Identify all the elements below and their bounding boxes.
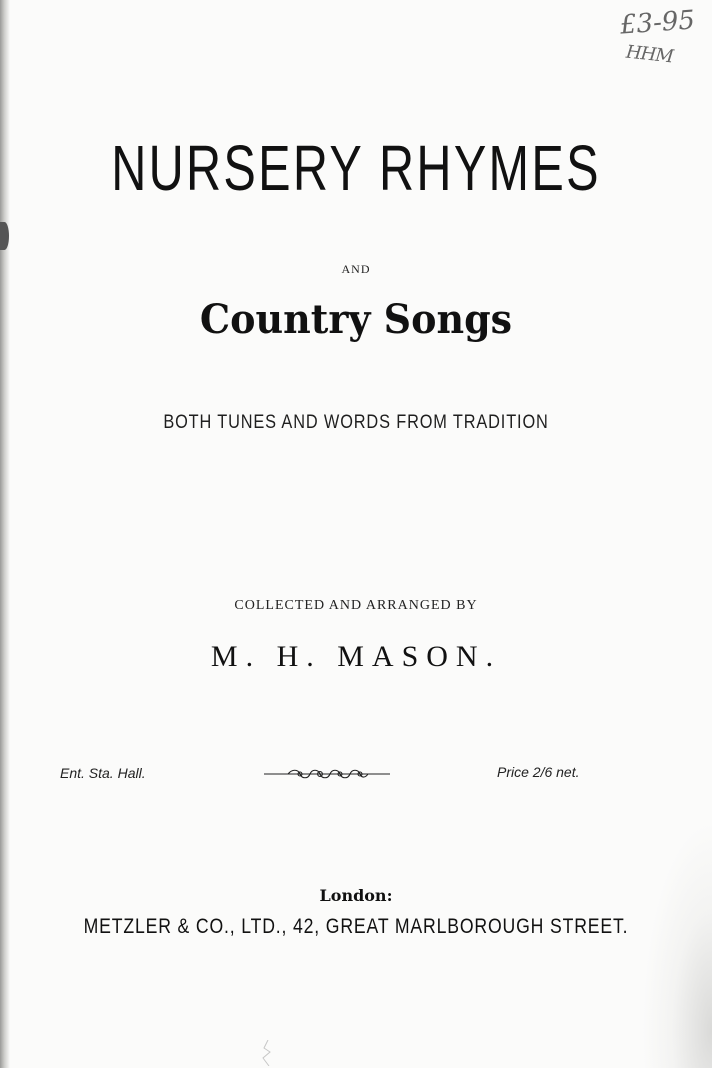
paper-wear (642, 820, 712, 1068)
binding-mark (0, 222, 9, 250)
tagline: BOTH TUNES AND WORDS FROM TRADITION (163, 412, 549, 433)
pencil-price: £3-95 (619, 5, 696, 41)
pencil-initials: HHM (625, 41, 674, 68)
registration-note: Ent. Sta. Hall. (60, 765, 146, 781)
imprint-city: London: (319, 886, 393, 905)
page-subtitle: Country Songs (199, 296, 513, 343)
price-note: Price 2/6 net. (497, 764, 580, 780)
publisher-line: METZLER & CO., LTD., 42, GREAT MARLBOROUGH STREET. (83, 915, 629, 938)
pencil-annotation (616, 5, 698, 74)
page-title: NURSERY RHYMES (111, 132, 601, 204)
conjunction: AND (341, 262, 371, 276)
credit-label: COLLECTED AND ARRANGED BY (234, 598, 478, 613)
ornament-divider (262, 766, 392, 782)
author-name: M. H. MASON. (210, 640, 502, 673)
paper-crease (258, 1040, 278, 1066)
page-edge-shadow (0, 0, 10, 1068)
